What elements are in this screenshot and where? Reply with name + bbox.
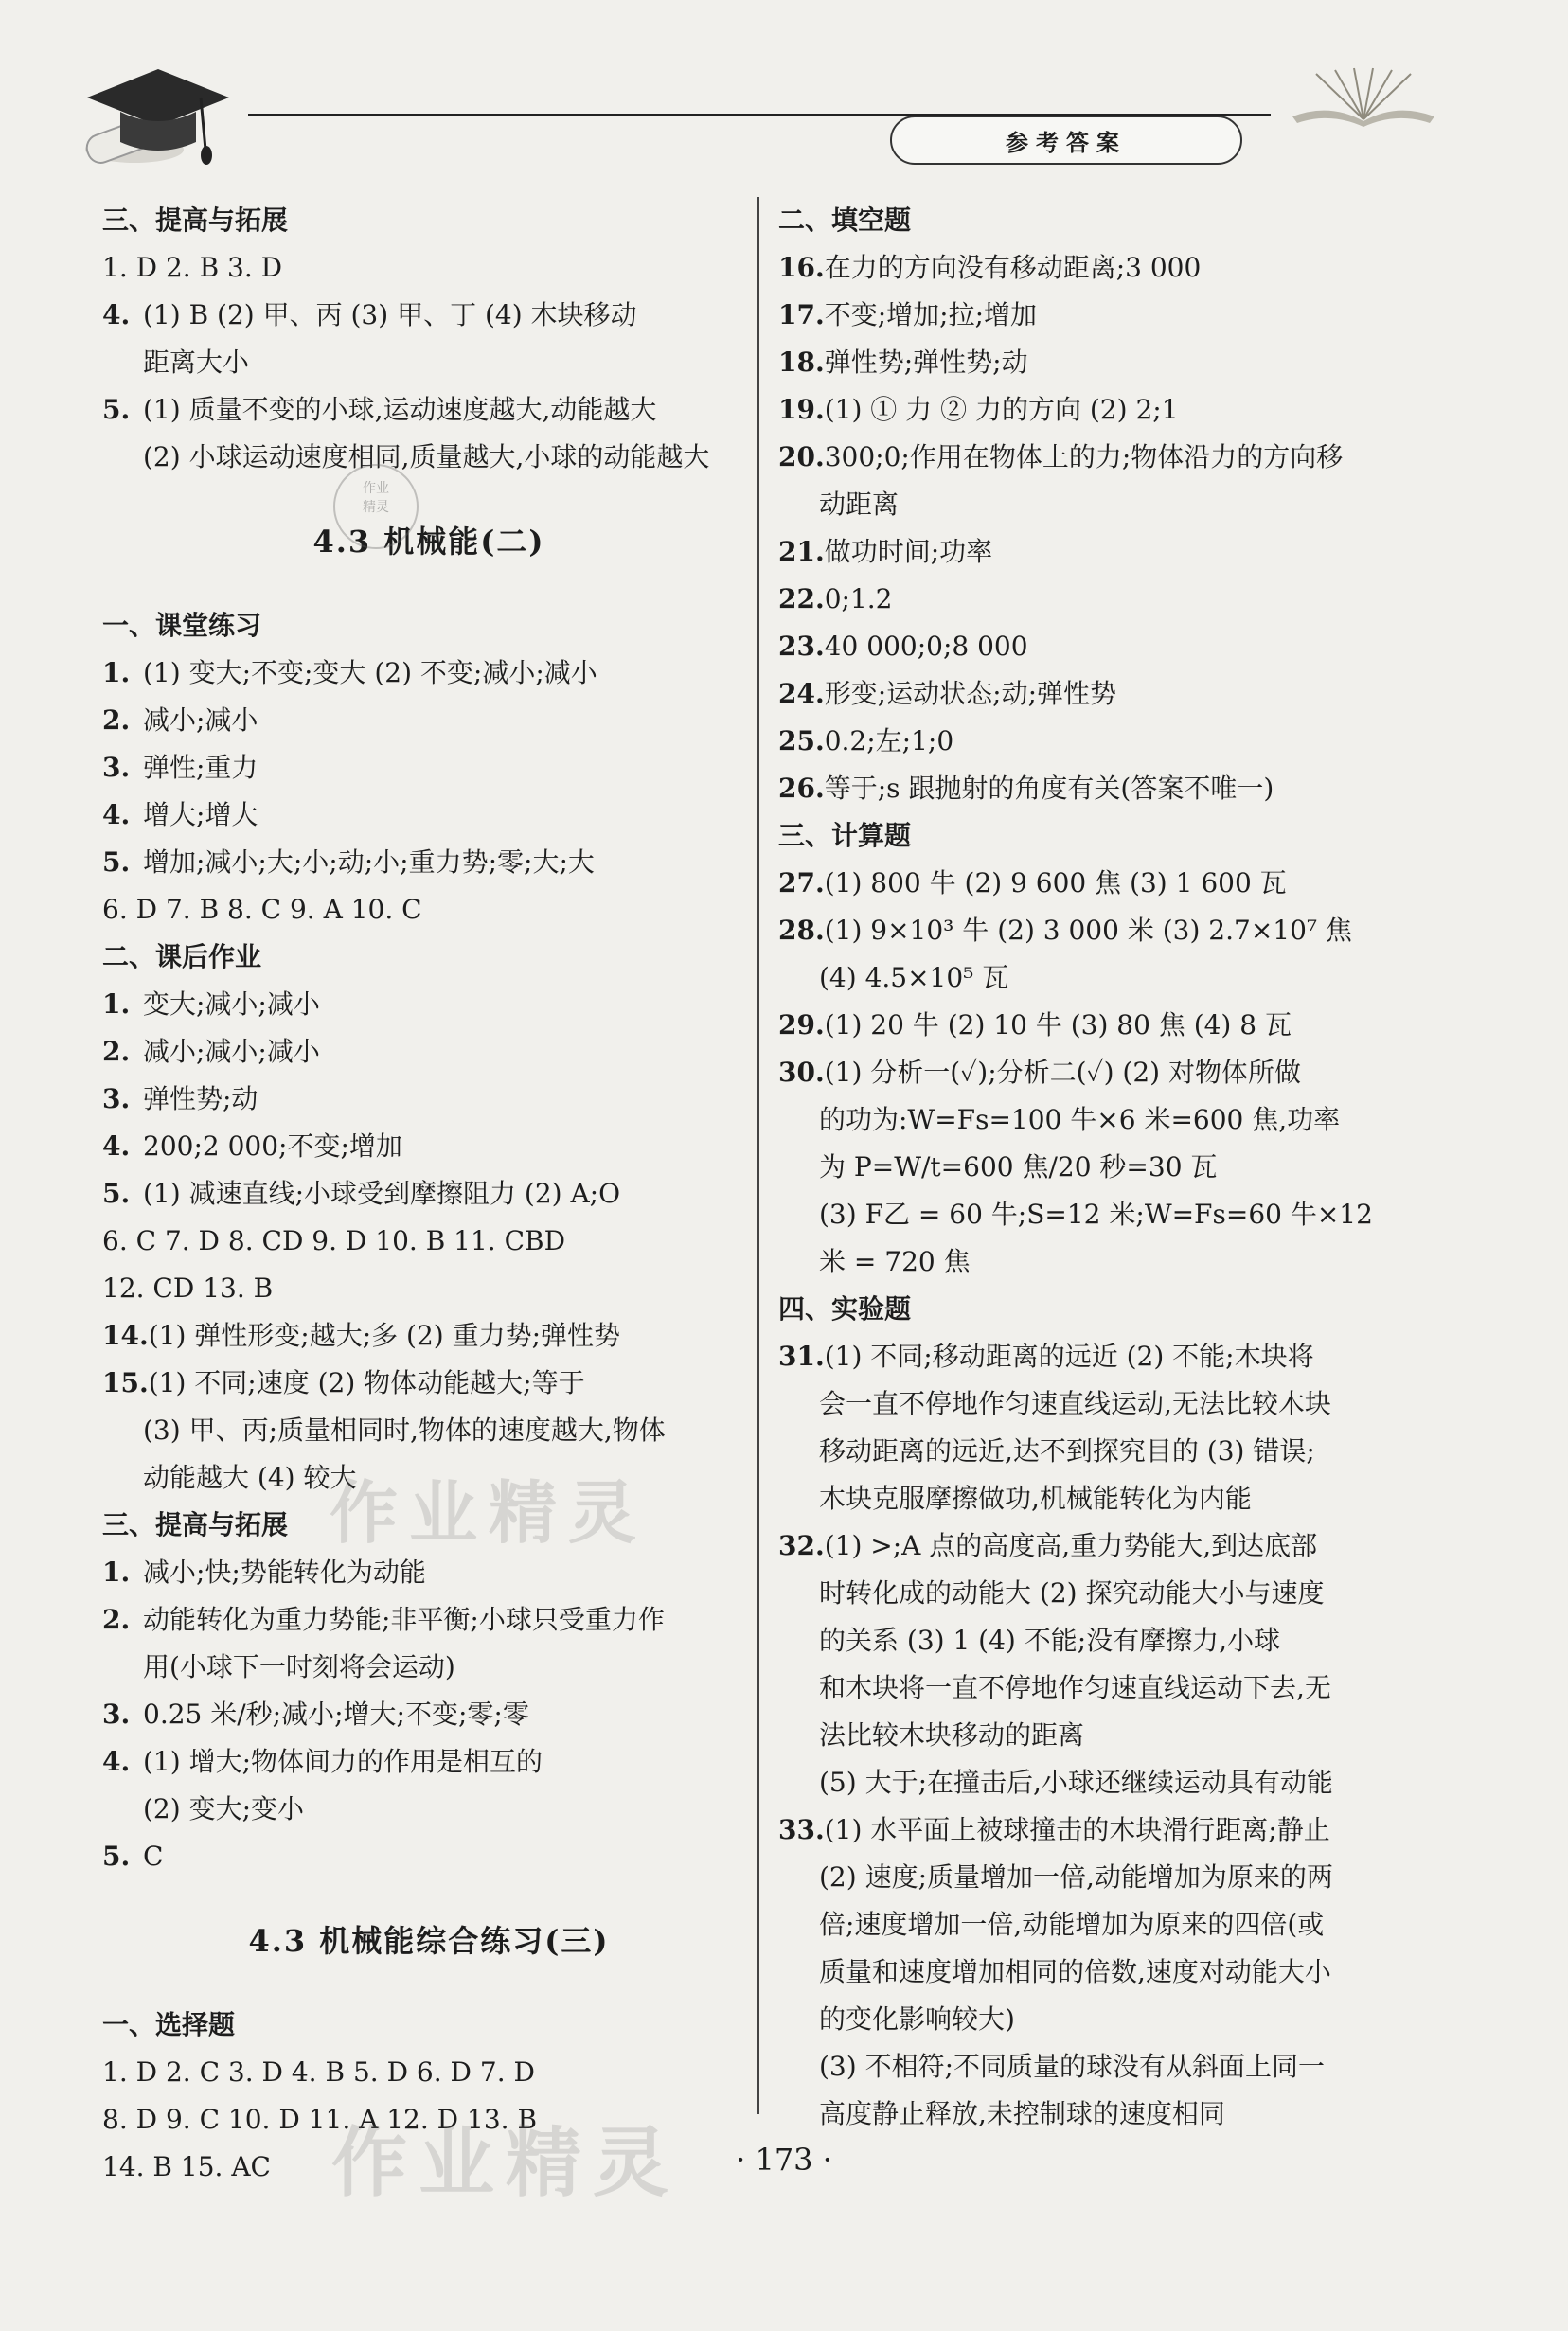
answer-continuation: 的变化影响较大) — [819, 2003, 1015, 2035]
answer-continuation: 移动距离的远近,达不到探究目的 (3) 错误; — [819, 1435, 1315, 1467]
item-text: 变大;减小;减小 — [143, 988, 320, 1020]
answer-continuation: 质量和速度增加相同的倍数,速度对动能大小 — [819, 1956, 1331, 1987]
answer-item — [778, 1806, 1432, 1854]
item-number: 18. — [778, 347, 825, 378]
item-text: (1) ① 力 ② 力的方向 (2) 2;1 — [824, 394, 1179, 425]
item-number: 4. — [102, 799, 131, 830]
column-divider — [757, 197, 759, 2114]
answer-continuation: 法比较木块移动的距离 — [819, 1719, 1085, 1751]
answer-item — [102, 649, 756, 697]
item-number: 2. — [102, 1036, 131, 1067]
item-number: 3. — [102, 1083, 131, 1114]
item-number: 19. — [778, 394, 825, 425]
item-text: 弹性势;动 — [143, 1083, 258, 1114]
item-text: 0;1.2 — [824, 583, 893, 614]
item-text: C — [143, 1841, 164, 1872]
item-text: 增大;增大 — [143, 799, 258, 830]
chapter-title: 4.3 机械能(二) — [312, 524, 545, 560]
item-number: 17. — [778, 299, 825, 330]
item-number: 15. — [102, 1367, 149, 1398]
answer-item — [778, 434, 1432, 481]
section-heading: 一、课堂练习 — [102, 610, 262, 641]
item-text: (1) 9×10³ 牛 (2) 3 000 米 (3) 2.7×10⁷ 焦 — [824, 915, 1353, 946]
answer-item — [778, 1049, 1432, 1096]
item-text: (1) 800 牛 (2) 9 600 焦 (3) 1 600 瓦 — [824, 867, 1287, 899]
answer-item — [778, 765, 1432, 812]
item-number: 5. — [102, 394, 131, 425]
item-number: 4. — [102, 299, 131, 330]
item-text: 减小;减小;减小 — [143, 1036, 320, 1067]
section-heading: 二、课后作业 — [102, 941, 262, 972]
answer-item — [778, 1333, 1432, 1380]
item-text: (1) 不同;移动距离的远近 (2) 不能;木块将 — [824, 1341, 1314, 1372]
answer-item — [102, 839, 756, 886]
answer-continuation: 会一直不停地作匀速直线运动,无法比较木块 — [819, 1388, 1331, 1419]
item-text: 200;2 000;不变;增加 — [143, 1130, 402, 1162]
answer-row: 12. CD 13. B — [102, 1272, 274, 1304]
section-heading: 三、提高与拓展 — [102, 205, 289, 236]
item-text: (1) 减速直线;小球受到摩擦阻力 (2) A;O — [143, 1178, 621, 1209]
item-text: 40 000;0;8 000 — [824, 631, 1028, 662]
answer-item — [778, 339, 1432, 386]
item-text: (1) 弹性形变;越大;多 (2) 重力势;弹性势 — [148, 1320, 621, 1351]
answer-item — [778, 718, 1432, 765]
graduation-cap-icon — [68, 55, 239, 178]
item-number: 20. — [778, 441, 825, 472]
item-number: 31. — [778, 1341, 825, 1372]
item-text: (1) 20 牛 (2) 10 牛 (3) 80 焦 (4) 8 瓦 — [824, 1009, 1292, 1041]
answer-item — [102, 1360, 756, 1407]
page-number: · 173 · — [736, 2142, 832, 2178]
answer-key-badge: 参考答案 — [890, 116, 1242, 165]
answer-item — [102, 1312, 756, 1360]
item-text: 形变;运动状态;动;弹性势 — [824, 678, 1117, 709]
item-number: 25. — [778, 725, 825, 756]
answer-item — [102, 1076, 756, 1123]
watermark-text: 作业精灵 — [330, 1472, 649, 1553]
answer-item — [102, 386, 756, 434]
answer-continuation: 高度静止释放,未控制球的速度相同 — [819, 2098, 1225, 2129]
answer-continuation: (5) 大于;在撞击后,小球还继续运动具有动能 — [819, 1767, 1333, 1798]
item-text: (1) 分析一(✓);分析二(✓) (2) 对物体所做 — [824, 1057, 1301, 1088]
item-text: (1) 变大;不变;变大 (2) 不变;减小;减小 — [143, 657, 597, 688]
item-number: 3. — [102, 1699, 131, 1730]
open-book-icon — [1288, 64, 1439, 131]
chapter-title: 4.3 机械能综合练习(三) — [248, 1923, 610, 1959]
item-text: (1) 不同;速度 (2) 物体动能越大;等于 — [148, 1367, 585, 1398]
left-column — [102, 197, 756, 2191]
answer-continuation: 时转化成的动能大 (2) 探究动能大小与速度 — [819, 1577, 1325, 1609]
item-text: 做功时间;功率 — [824, 536, 993, 567]
answer-row: 1. D 2. C 3. D 4. B 5. D 6. D 7. D — [102, 2056, 535, 2088]
item-text: 减小;减小 — [143, 704, 258, 736]
answer-continuation: (3) F乙 = 60 牛;S=12 米;W=Fs=60 牛×12 — [819, 1199, 1373, 1230]
answer-item — [778, 623, 1432, 670]
item-number: 24. — [778, 678, 825, 709]
answer-continuation: 和木块将一直不停地作匀速直线运动下去,无 — [819, 1672, 1331, 1703]
answer-item — [102, 792, 756, 839]
answer-continuation: 的功为:W=Fs=100 牛×6 米=600 焦,功率 — [819, 1104, 1341, 1135]
item-text: 0.2;左;1;0 — [824, 725, 954, 756]
answer-item — [778, 528, 1432, 576]
item-text: (1) 增大;物体间力的作用是相互的 — [143, 1746, 543, 1777]
answer-row: 14. B 15. AC — [102, 2151, 271, 2182]
answer-continuation: 倍;速度增加一倍,动能增加为原来的四倍(或 — [819, 1909, 1325, 1940]
answer-continuation: 动距离 — [819, 489, 900, 520]
item-text: 增加;减小;大;小;动;小;重力势;零;大;大 — [143, 846, 595, 878]
item-text: 减小;快;势能转化为动能 — [143, 1557, 426, 1588]
item-number: 21. — [778, 536, 825, 567]
section-heading: 三、计算题 — [778, 820, 912, 851]
item-number: 3. — [102, 752, 131, 783]
answer-item — [102, 981, 756, 1028]
answer-continuation: (4) 4.5×10⁵ 瓦 — [819, 962, 1009, 993]
item-number: 4. — [102, 1746, 131, 1777]
item-number: 5. — [102, 1841, 131, 1872]
section-heading: 三、提高与拓展 — [102, 1509, 289, 1540]
section-heading: 二、填空题 — [778, 205, 912, 236]
item-number: 22. — [778, 583, 825, 614]
answer-item — [778, 1522, 1432, 1570]
section-heading: 一、选择题 — [102, 2009, 236, 2040]
item-number: 26. — [778, 773, 825, 804]
answer-item — [778, 670, 1432, 718]
answer-continuation: 动能越大 (4) 较大 — [143, 1462, 357, 1493]
answer-item — [102, 744, 756, 792]
answer-item — [778, 292, 1432, 339]
item-text: 在力的方向没有移动距离;3 000 — [824, 252, 1202, 283]
section-heading: 四、实验题 — [778, 1293, 912, 1325]
answer-continuation: (3) 甲、丙;质量相同时,物体的速度越大,物体 — [143, 1415, 666, 1446]
item-number: 1. — [102, 657, 131, 688]
item-number: 14. — [102, 1320, 149, 1351]
item-text: 不变;增加;拉;增加 — [824, 299, 1038, 330]
watermark-stamp: 作业 精灵 — [333, 464, 419, 549]
item-number: 30. — [778, 1057, 825, 1088]
item-text: (1) B (2) 甲、丙 (3) 甲、丁 (4) 木块移动 — [143, 299, 637, 330]
answer-item — [102, 1833, 756, 1880]
item-number: 4. — [102, 1130, 131, 1162]
answer-item — [102, 1596, 756, 1644]
answer-item — [102, 1170, 756, 1218]
answer-row: 8. D 9. C 10. D 11. A 12. D 13. B — [102, 2104, 538, 2135]
item-number: 2. — [102, 704, 131, 736]
answer-item — [102, 1691, 756, 1738]
item-text: (1) >;A 点的高度高,重力势能大,到达底部 — [824, 1530, 1318, 1561]
item-text: 弹性;重力 — [143, 752, 258, 783]
answer-continuation: (2) 速度;质量增加一倍,动能增加为原来的两 — [819, 1861, 1333, 1893]
answer-row: 6. D 7. B 8. C 9. A 10. C — [102, 894, 422, 925]
answer-continuation: 为 P=W/t=600 焦/20 秒=30 瓦 — [819, 1151, 1218, 1183]
item-number: 27. — [778, 867, 825, 899]
answer-continuation: 木块克服摩擦做功,机械能转化为内能 — [819, 1483, 1252, 1514]
answer-row: 1. D 2. B 3. D — [102, 252, 283, 283]
item-number: 33. — [778, 1814, 825, 1845]
answer-item — [102, 697, 756, 744]
item-number: 5. — [102, 1178, 131, 1209]
answer-item — [778, 244, 1432, 292]
item-text: 0.25 米/秒;减小;增大;不变;零;零 — [143, 1699, 529, 1730]
item-number: 16. — [778, 252, 825, 283]
item-text: 等于;s 跟抛射的角度有关(答案不唯一) — [824, 773, 1274, 804]
item-number: 1. — [102, 1557, 131, 1588]
answer-continuation: 的关系 (3) 1 (4) 不能;没有摩擦力,小球 — [819, 1625, 1281, 1656]
item-text: 弹性势;弹性势;动 — [824, 347, 1028, 378]
answer-continuation: (3) 不相符;不同质量的球没有从斜面上同一 — [819, 2051, 1325, 2082]
answer-item — [778, 576, 1432, 623]
item-number: 2. — [102, 1604, 131, 1635]
answer-item — [778, 1002, 1432, 1049]
item-number: 5. — [102, 846, 131, 878]
answer-item — [102, 1028, 756, 1076]
answer-row: 6. C 7. D 8. CD 9. D 10. B 11. CBD — [102, 1225, 566, 1256]
answer-item — [102, 292, 756, 339]
item-number: 28. — [778, 915, 825, 946]
answer-continuation: 米 = 720 焦 — [819, 1246, 971, 1277]
watermark-text-bottom: 作业精灵 — [331, 2118, 680, 2207]
answer-item — [102, 1738, 756, 1786]
item-number: 29. — [778, 1009, 825, 1041]
right-column — [778, 197, 1432, 2138]
item-number: 32. — [778, 1530, 825, 1561]
answer-item — [778, 860, 1432, 907]
answer-item — [778, 386, 1432, 434]
item-text: (1) 质量不变的小球,运动速度越大,动能越大 — [143, 394, 657, 425]
answer-continuation: 用(小球下一时刻将会运动) — [143, 1651, 455, 1682]
item-text: (1) 水平面上被球撞击的木块滑行距离;静止 — [824, 1814, 1330, 1845]
answer-continuation: 距离大小 — [143, 347, 250, 378]
item-text: 动能转化为重力势能;非平衡;小球只受重力作 — [143, 1604, 665, 1635]
answer-continuation: (2) 小球运动速度相同,质量越大,小球的动能越大 — [143, 441, 710, 472]
item-number: 1. — [102, 988, 131, 1020]
answer-item — [102, 1123, 756, 1170]
item-text: 300;0;作用在物体上的力;物体沿力的方向移 — [824, 441, 1344, 472]
answer-item — [778, 907, 1432, 954]
item-number: 23. — [778, 631, 825, 662]
answer-continuation: (2) 变大;变小 — [143, 1793, 304, 1824]
